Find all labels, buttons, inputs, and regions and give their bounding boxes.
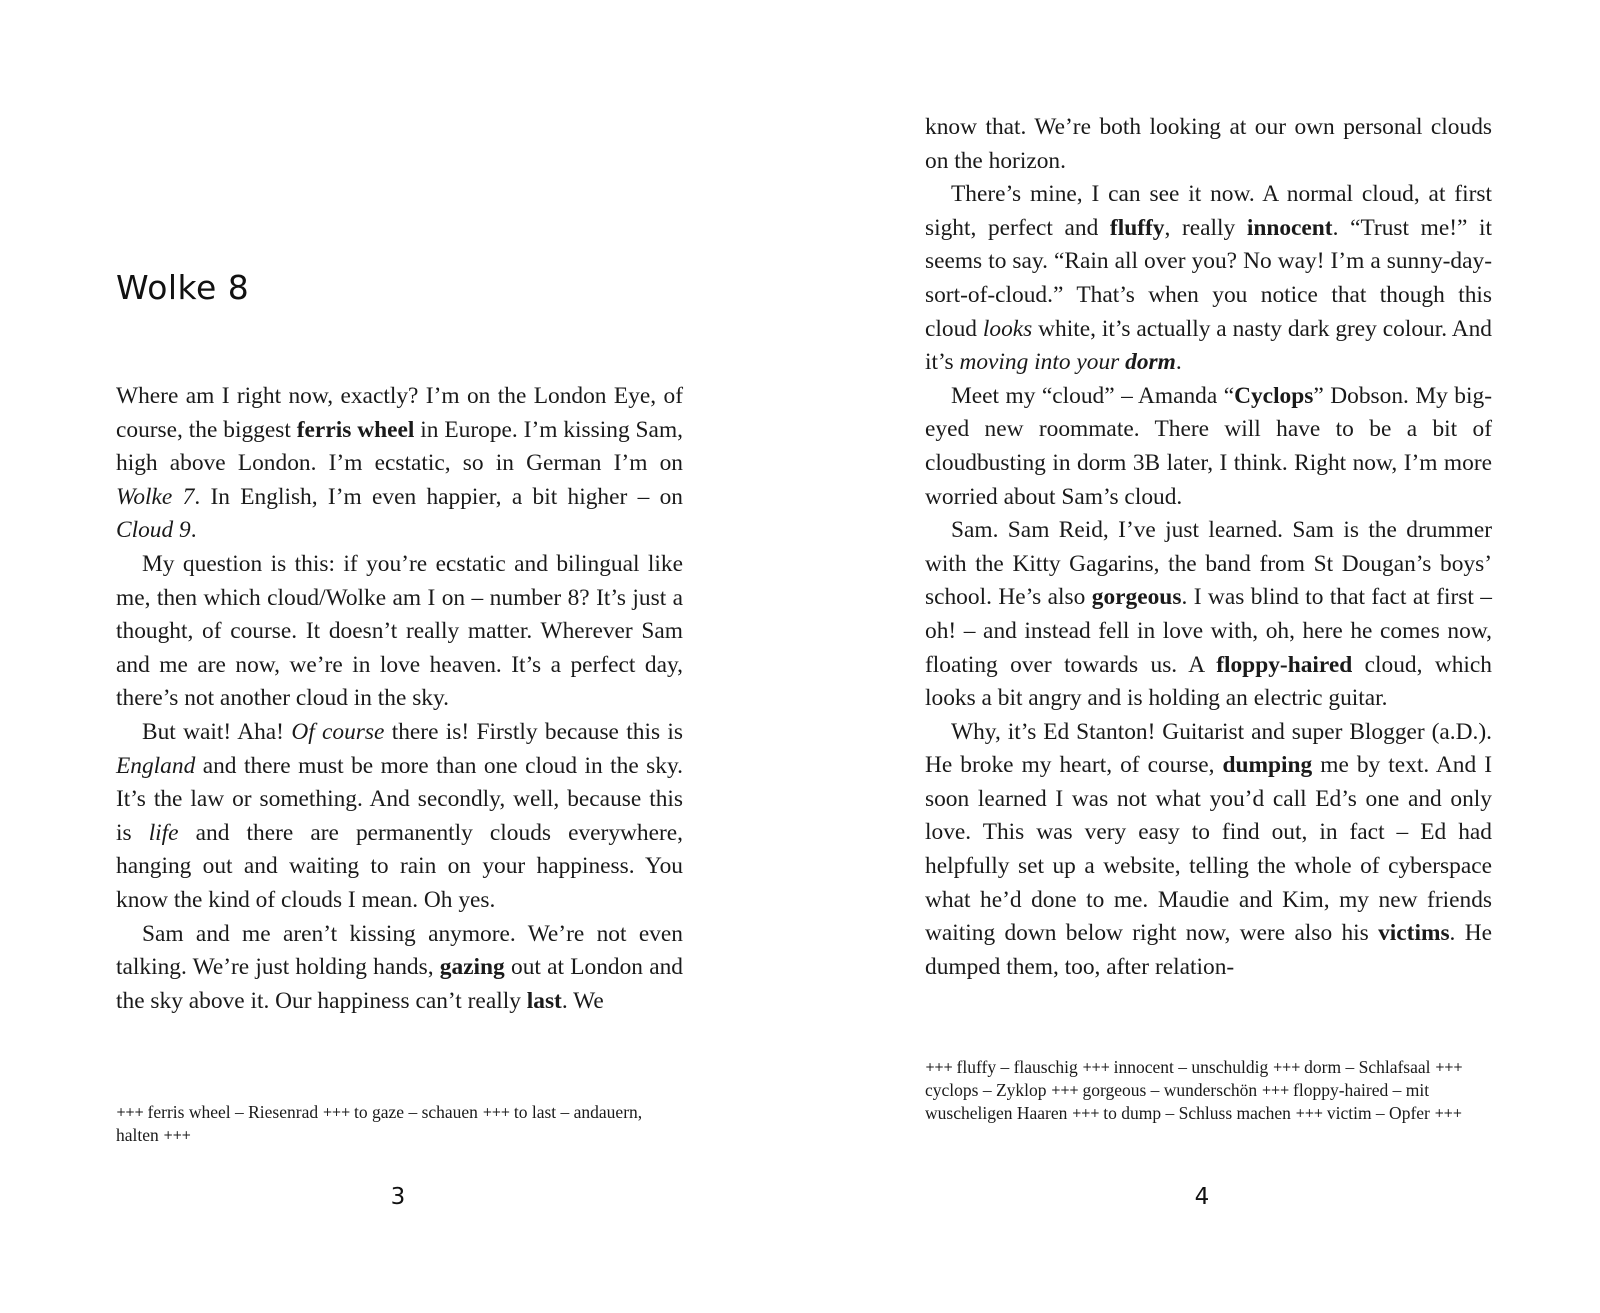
glossary-separator: +++ bbox=[482, 1105, 510, 1119]
paragraph: Where am I right now, exactly? I’m on the London Eye, of course, the biggest ferris wheel in Europe. I’m kissing Sam, high above London. I’m ecstatic, so in German I’m on Wolke 7. In English, I’m even happier, a bit higher – on Cloud 9. bbox=[116, 383, 683, 544]
glossary-entry: to last – andauern, halten bbox=[116, 1102, 643, 1145]
glossary-separator: +++ bbox=[925, 1060, 953, 1074]
glossary-separator: +++ bbox=[1261, 1083, 1289, 1097]
glossary-entry: victim – Opfer bbox=[1326, 1103, 1430, 1123]
page-number: 4 bbox=[1194, 1184, 1210, 1210]
right-glossary bbox=[925, 1056, 1492, 1125]
page-number: 3 bbox=[390, 1184, 406, 1210]
glossary-entry: ferris wheel – Riesenrad bbox=[147, 1102, 319, 1122]
glossary-entry: to dump – Schluss machen bbox=[1103, 1103, 1291, 1123]
left-glossary bbox=[116, 1101, 683, 1147]
glossary-separator: +++ bbox=[1082, 1060, 1110, 1074]
glossary-separator: +++ bbox=[1434, 1060, 1463, 1074]
glossary-entry: innocent – unschuldig bbox=[1113, 1057, 1269, 1077]
glossary-separator: +++ bbox=[1272, 1060, 1300, 1074]
glossary-separator: +++ bbox=[163, 1128, 191, 1142]
right-body-text bbox=[925, 111, 1492, 984]
glossary-separator: +++ bbox=[116, 1105, 144, 1119]
paragraph: Sam and me aren’t kissing anymore. We’re not even talking. We’re just holding hands, gazing out at London and the sky above it. Our happiness can’t really last. We bbox=[116, 920, 683, 1014]
right-page bbox=[800, 0, 1600, 1313]
paragraph: Sam. Sam Reid, I’ve just learned. Sam is the drummer with the Kitty Gagarins, the band from St Dougan’s boys’ school. He’s also gorgeous. I was blind to that fact at first – oh! – and instead fell in love with, oh, here he comes now, floating over towards us. A floppy-haired cloud, which looks a bit angry and is holding an electric guitar. bbox=[925, 517, 1492, 712]
paragraph: There’s mine, I can see it now. A normal cloud, at first sight, perfect and fluffy, really innocent. “Trust me!” it seems to say. “Rain all over you? No way! I’m a sunny-day-sort-of-cloud.” That’s when you notice that though this cloud looks white, it’s actually a nasty dark grey colour. And it’s moving into your dorm. bbox=[925, 181, 1492, 376]
glossary-entry: floppy-haired – mit wuscheligen Haaren bbox=[925, 1080, 1430, 1123]
glossary-separator: +++ bbox=[1050, 1083, 1079, 1097]
paragraph: My question is this: if you’re ecstatic and bilingual like me, then which cloud/Wolke am I on – number 8? It’s just a thought, of course. It doesn’t really matter. Wherever Sam and me are now, we’re in love heaven. It’s a perfect day, there’s not another cloud in the sky. bbox=[116, 550, 683, 712]
paragraph: know that. We’re both looking at our own personal clouds on the horizon. bbox=[925, 114, 1492, 174]
glossary-entry: fluffy – flauschig bbox=[956, 1057, 1078, 1077]
glossary-entry: to gaze – schauen bbox=[354, 1102, 478, 1122]
paragraph: Why, it’s Ed Stanton! Guitarist and super Blogger (a.D.). He broke my heart, of course, dumping me by text. And I soon learned I was not what you’d call Ed’s one and only love. This was very easy to find out, in fact – Ed had helpfully set up a website, telling the whole of cyberspace what he’d done to me. Maudie and Kim, my new friends waiting down below right now, were also his victims. He dumped them, too, after relation- bbox=[925, 718, 1492, 980]
glossary-separator: +++ bbox=[322, 1105, 350, 1119]
glossary-separator: +++ bbox=[1071, 1106, 1099, 1120]
glossary-separator: +++ bbox=[1295, 1106, 1323, 1120]
glossary-separator: +++ bbox=[1434, 1106, 1462, 1120]
glossary-entry: gorgeous – wunderschön bbox=[1082, 1080, 1258, 1100]
left-body-text bbox=[116, 380, 683, 1018]
chapter-title: Wolke 8 bbox=[116, 268, 250, 307]
paragraph: Meet my “cloud” – Amanda “Cyclops” Dobson. My big-eyed new roommate. There will have to be a bit of cloudbusting in dorm 3B later, I think. Right now, I’m more worried about Sam’s cloud. bbox=[925, 382, 1492, 510]
paragraph: But wait! Aha! Of course there is! Firstly because this is England and there must be more than one cloud in the sky. It’s the law or something. And secondly, well, because this is life and there are permanently clouds everywhere, hanging out and waiting to rain on your happiness. You know the kind of clouds I mean. Oh yes. bbox=[116, 718, 683, 913]
glossary-entry: dorm – Schlafsaal bbox=[1304, 1057, 1431, 1077]
glossary-entry: cyclops – Zyklop bbox=[925, 1080, 1047, 1100]
